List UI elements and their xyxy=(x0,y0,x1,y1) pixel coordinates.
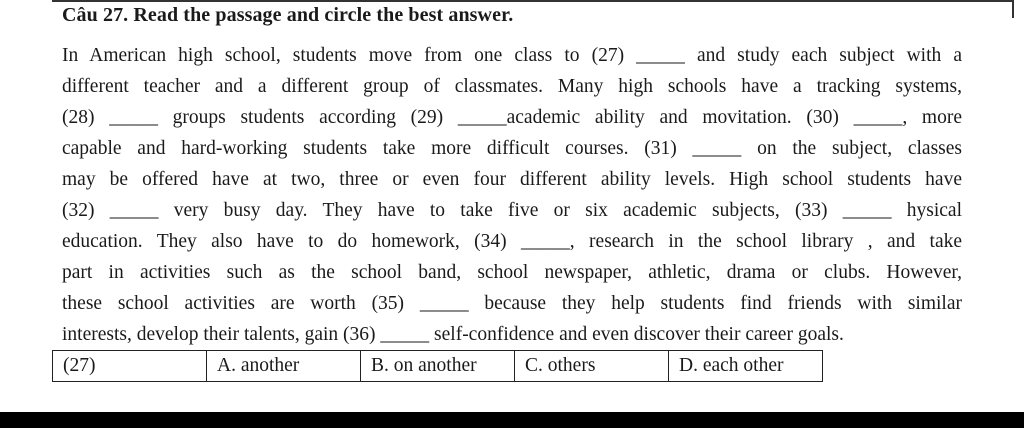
bottom-black-bar xyxy=(0,412,1024,428)
frame-right-border xyxy=(1012,0,1014,18)
passage-line: may be offered have at two, three or even four different ability levels. High school students have xyxy=(62,169,962,190)
passage-line: education. They also have to do homework, (34) _____, research in the school library , and take xyxy=(62,231,962,252)
passage-line: different teacher and a different group of classmates. Many high schools have a tracking systems, xyxy=(62,76,962,97)
frame-top-border xyxy=(52,0,1014,2)
question-number-cell: (27) xyxy=(53,351,207,382)
option-d-cell[interactable]: D. each other xyxy=(669,351,823,382)
passage-line: capable and hard-working students take more difficult courses. (31) _____ on the subject, classes xyxy=(62,138,962,159)
passage-line: (28) _____ groups students according (29) _____academic ability and movitation. (30) _____, more xyxy=(62,107,962,128)
answer-options-table xyxy=(52,350,823,382)
passage-line: these school activities are worth (35) _____ because they help students find friends with similar xyxy=(62,293,962,314)
option-a-cell[interactable]: A. another xyxy=(207,351,361,382)
option-b-cell[interactable]: B. on another xyxy=(361,351,515,382)
option-c-cell[interactable]: C. others xyxy=(515,351,669,382)
question-heading: Câu 27. Read the passage and circle the best answer. xyxy=(62,4,514,26)
passage-line: interests, develop their talents, gain (36) _____ self-confidence and even discover their career goals. xyxy=(62,324,844,345)
passage-line: (32) _____ very busy day. They have to take five or six academic subjects, (33) _____ hysical xyxy=(62,200,962,221)
passage-line: part in activities such as the school band, school newspaper, athletic, drama or clubs. However, xyxy=(62,262,962,283)
answer-row xyxy=(53,351,823,382)
reading-passage xyxy=(62,40,962,350)
passage-line: In American high school, students move from one class to (27) _____ and study each subject with a xyxy=(62,45,962,66)
